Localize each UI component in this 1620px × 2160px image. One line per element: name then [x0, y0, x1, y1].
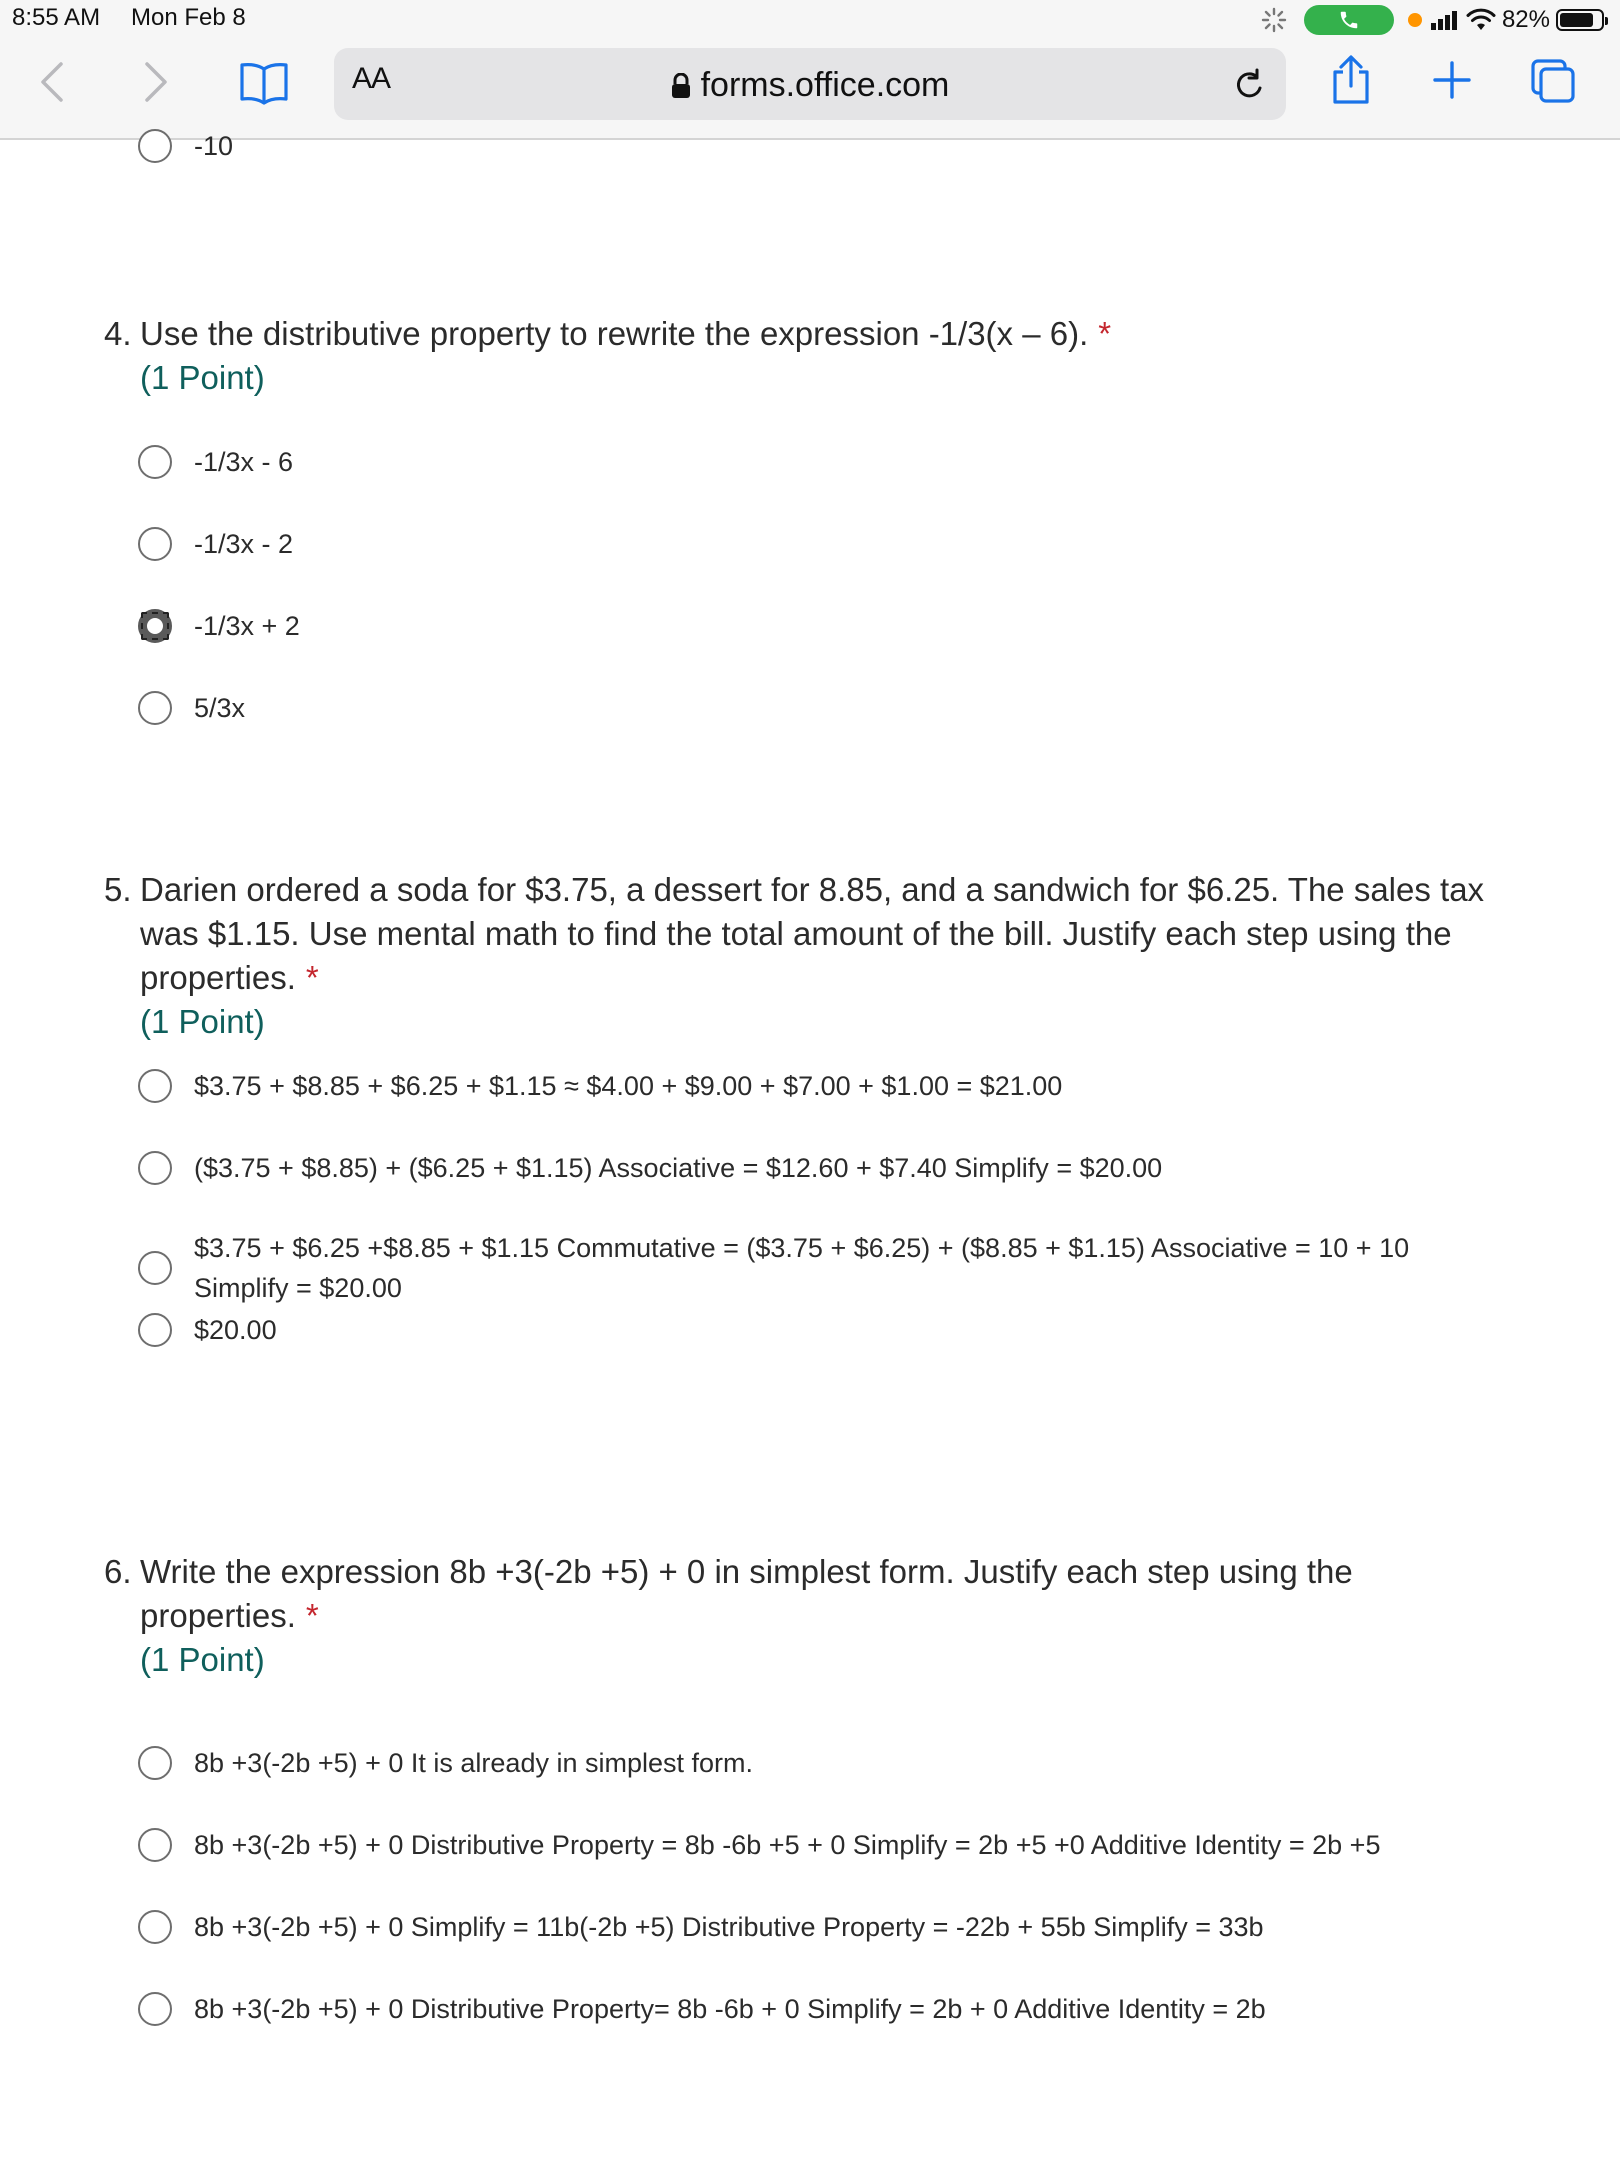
option-label: $3.75 + $8.85 + $6.25 + $1.15 ≈ $4.00 + $9.00 + $7.00 + $1.00 = $21.00 [194, 1071, 1063, 1101]
option-label: -1/3x + 2 [194, 611, 300, 641]
required-asterisk: * [1098, 315, 1112, 352]
radio-option[interactable] [138, 524, 1518, 564]
question-title [104, 1550, 1514, 1682]
question-points: (1 Point) [140, 359, 265, 396]
radio-button[interactable] [138, 1828, 172, 1862]
browser-toolbar [0, 40, 1620, 140]
tabs-overview-button[interactable] [1528, 56, 1578, 106]
battery-percent: 82% [1501, 6, 1550, 33]
bookmarks-icon [237, 61, 291, 105]
option-label: -1/3x - 2 [194, 529, 294, 559]
radio-button[interactable] [138, 445, 172, 479]
question-number: 6. [104, 1553, 132, 1590]
forward-button[interactable] [134, 60, 178, 104]
bookmarks-button[interactable] [234, 58, 294, 108]
radio-button[interactable] [138, 1910, 172, 1944]
activity-icon [1260, 6, 1288, 34]
lock-icon [671, 73, 691, 99]
question-number: 5. [104, 871, 132, 908]
required-asterisk: * [305, 959, 319, 996]
radio-option[interactable] [138, 1310, 1518, 1350]
option-label: -10 [194, 131, 234, 161]
radio-button[interactable] [138, 129, 172, 163]
active-call-indicator[interactable] [1304, 5, 1394, 35]
url-text: forms.office.com [700, 66, 950, 104]
question-text: Use the distributive property to rewrite the expression -1/3(x – 6). [140, 315, 1089, 352]
radio-option[interactable] [138, 1907, 1518, 1947]
radio-option-selected[interactable] [138, 606, 1518, 646]
address-bar[interactable] [334, 48, 1286, 120]
radio-button[interactable] [138, 1746, 172, 1780]
tabs-icon [1529, 57, 1577, 105]
option-label: 8b +3(-2b +5) + 0 It is already in simplest form. [194, 1748, 753, 1778]
radio-option[interactable] [138, 1066, 1518, 1106]
option-label: -1/3x - 6 [194, 447, 294, 477]
radio-button[interactable] [138, 1251, 172, 1285]
back-icon [37, 60, 67, 104]
status-indicators [1260, 2, 1604, 38]
radio-button-selected[interactable] [138, 609, 172, 643]
wifi-icon [1466, 8, 1496, 32]
status-date: Mon Feb 8 [131, 4, 246, 31]
share-button[interactable] [1328, 54, 1374, 106]
option-label: $20.00 [194, 1315, 277, 1345]
question-points: (1 Point) [140, 1003, 265, 1040]
radio-option[interactable] [138, 1989, 1518, 2029]
text-size-label: AA [352, 62, 391, 95]
battery-fill [1560, 13, 1593, 27]
reload-icon [1232, 68, 1268, 104]
radio-button[interactable] [138, 1069, 172, 1103]
back-button[interactable] [30, 60, 74, 104]
option-label: ($3.75 + $8.85) + ($6.25 + $1.15) Associative = $12.60 + $7.40 Simplify = $20.00 [194, 1153, 1163, 1183]
option-label: 8b +3(-2b +5) + 0 Distributive Property= 8b -6b + 0 Simplify = 2b + 0 Additive Identity = 2b [194, 1994, 1266, 2024]
status-time: 8:55 AM [12, 4, 101, 31]
battery-icon [1556, 9, 1604, 31]
status-bar [0, 0, 1620, 40]
new-tab-icon [1432, 60, 1472, 100]
question-title [104, 312, 1514, 400]
radio-button[interactable] [138, 1151, 172, 1185]
radio-button[interactable] [138, 1313, 172, 1347]
radio-button[interactable] [138, 691, 172, 725]
question-points: (1 Point) [140, 1641, 265, 1678]
question-text: Write the expression 8b +3(-2b +5) + 0 in simplest form. Justify each step using the properties. [140, 1553, 1353, 1634]
radio-button[interactable] [138, 1992, 172, 2026]
share-icon [1329, 54, 1373, 106]
radio-option[interactable] [138, 1743, 1518, 1783]
radio-option[interactable] [138, 1825, 1518, 1865]
radio-button[interactable] [138, 527, 172, 561]
cellular-signal-icon [1430, 9, 1460, 31]
option-label: 8b +3(-2b +5) + 0 Simplify = 11b(-2b +5) Distributive Property = -22b + 55b Simplify = 33b [194, 1912, 1264, 1942]
radio-option[interactable] [138, 1148, 1518, 1188]
question-title [104, 868, 1514, 1044]
radio-option[interactable] [138, 1228, 1518, 1308]
radio-option[interactable] [138, 442, 1518, 482]
option-label: 5/3x [194, 693, 246, 723]
battery-nub [1605, 17, 1608, 25]
option-label: 8b +3(-2b +5) + 0 Distributive Property = 8b -6b +5 + 0 Simplify = 2b +5 +0 Additive Identity = 2b +5 [194, 1830, 1381, 1860]
radio-option[interactable] [138, 688, 1518, 728]
forward-icon [141, 60, 171, 104]
required-asterisk: * [305, 1597, 319, 1634]
question-text: Darien ordered a soda for $3.75, a dessert for 8.85, and a sandwich for $6.25. The sales tax was $1.15. Use mental math to find the total amount of the bill. Justify each step using the properties. [140, 871, 1485, 996]
url-display[interactable] [334, 66, 1286, 105]
radio-option[interactable] [138, 126, 1518, 166]
new-tab-button[interactable] [1428, 56, 1476, 104]
phone-icon [1338, 9, 1360, 31]
option-label: $3.75 + $6.25 +$8.85 + $1.15 Commutative = ($3.75 + $6.25) + ($8.85 + $1.15) Associative = 10 + 10 Simplify = $20.00 [194, 1233, 1410, 1303]
reload-button[interactable] [1230, 66, 1270, 106]
mic-in-use-indicator [1408, 13, 1422, 27]
question-number: 4. [104, 315, 132, 352]
